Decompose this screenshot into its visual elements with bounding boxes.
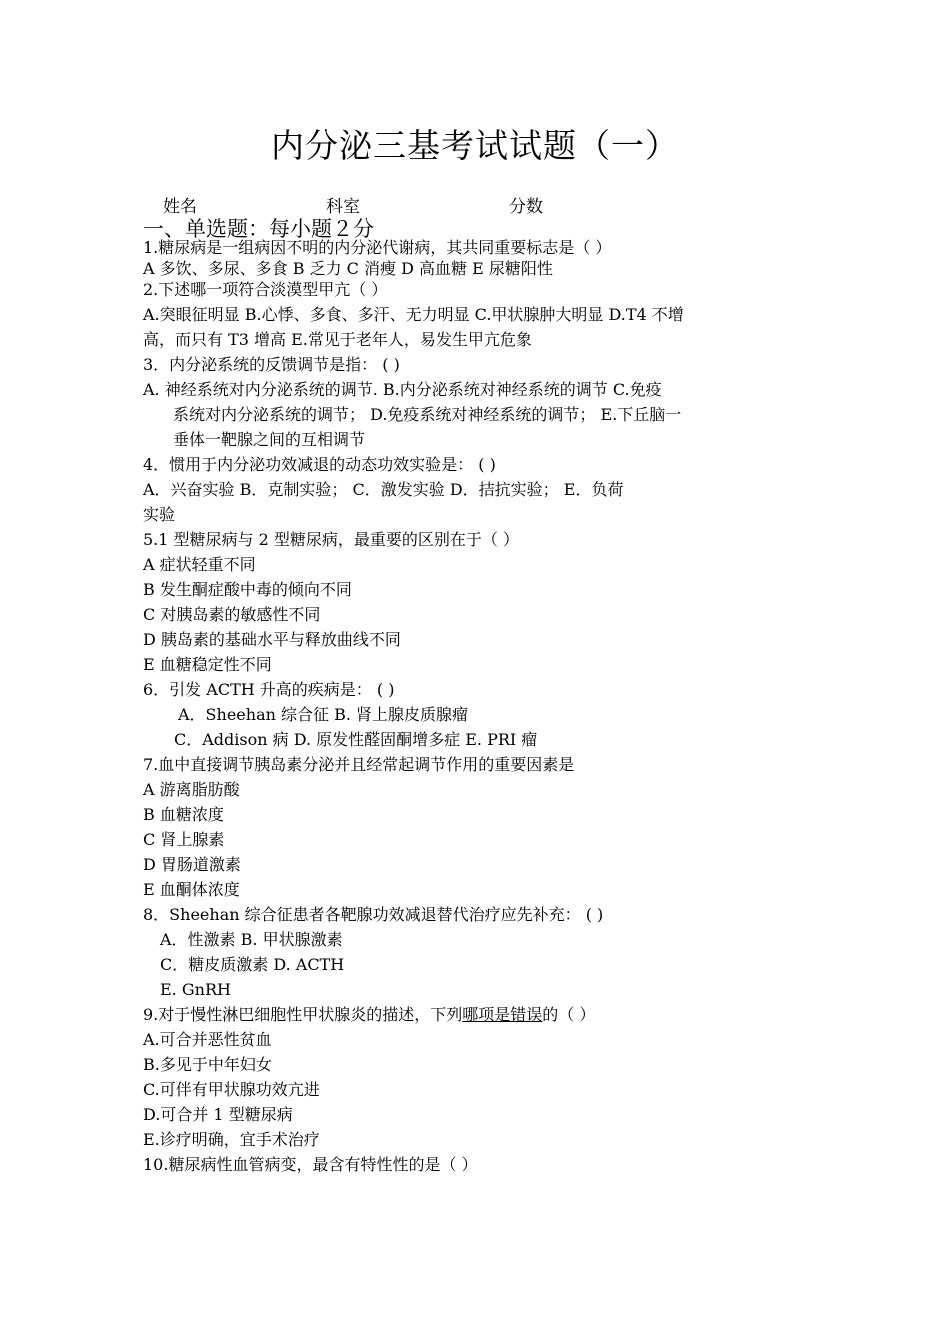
- question-3-options-line3: 垂体一靶腺之间的互相调节: [173, 430, 366, 449]
- question-7-stem: 7.血中直接调节胰岛素分泌并且经常起调节作用的重要因素是: [143, 755, 575, 774]
- question-5-option-e: E 血糖稳定性不同: [143, 655, 272, 674]
- question-9-option-d: D.可合并 1 型糖尿病: [143, 1105, 293, 1124]
- question-6-stem: 6．引发 ACTH 升高的疾病是： ( ): [143, 680, 395, 699]
- question-8-options-line3: E. GnRH: [160, 980, 231, 999]
- name-label: 姓名: [163, 197, 197, 217]
- question-9-stem-suffix: 的（ ）: [542, 1005, 596, 1024]
- question-6-options-line1: A．Sheehan 综合征 B. 肾上腺皮质腺瘤: [178, 705, 469, 724]
- question-9-option-c: C.可伴有甲状腺功效亢进: [143, 1080, 320, 1099]
- question-2-options-line1: A.突眼征明显 B.心悸、多食、多汗、无力明显 C.甲状腺肿大明显 D.T4 不增: [143, 305, 684, 324]
- question-5-option-c: C 对胰岛素的敏感性不同: [143, 605, 321, 624]
- question-10-stem: 10.糖尿病性血管病变，最含有特性性的是（ ）: [143, 1155, 478, 1174]
- question-7-option-b: B 血糖浓度: [143, 805, 224, 824]
- question-8-options-line1: A．性激素 B. 甲状腺激素: [160, 930, 343, 949]
- question-5-stem: 5.1 型糖尿病与 2 型糖尿病，最重要的区别在于（ ）: [143, 530, 519, 549]
- question-9-option-a: A.可合并恶性贫血: [143, 1030, 272, 1049]
- question-4-stem: 4．惯用于内分泌功效减退的动态功效实验是： ( ): [143, 455, 496, 474]
- question-7-option-d: D 胃肠道激素: [143, 855, 241, 874]
- question-3-stem: 3．内分泌系统的反馈调节是指： ( ): [143, 355, 400, 374]
- question-5-option-a: A 症状轻重不同: [143, 555, 256, 574]
- question-5-option-b: B 发生酮症酸中毒的倾向不同: [143, 580, 352, 599]
- question-9-stem: [143, 1005, 595, 1025]
- page-title: 内分泌三基考试试题（一）: [271, 126, 679, 165]
- question-9-stem-prefix: 9.对于慢性淋巴细胞性甲状腺炎的描述，下列: [143, 1005, 463, 1024]
- question-8-stem: 8．Sheehan 综合征患者各靶腺功效减退替代治疗应先补充： ( ): [143, 905, 604, 924]
- question-1-options: A 多饮、多尿、多食 B 乏力 C 消瘦 D 高血糖 E 尿糖阳性: [143, 259, 553, 278]
- question-2-stem: 2.下述哪一项符合淡漠型甲亢（ ）: [143, 280, 388, 299]
- question-9-stem-underlined: 哪项是错误: [462, 1005, 543, 1024]
- question-7-option-e: E 血酮体浓度: [143, 880, 240, 899]
- question-9-option-e: E.诊疗明确，宜手术治疗: [143, 1130, 320, 1149]
- section-heading: 一、单选题：每小题２分: [143, 217, 374, 241]
- question-1-stem: 1.糖尿病是一组病因不明的内分泌代谢病，其共同重要标志是（ ）: [143, 238, 612, 257]
- question-3-options-line2: 系统对内分泌系统的调节； D.免疫系统对神经系统的调节； E.下丘脑一: [173, 405, 682, 424]
- question-5-option-d: D 胰岛素的基础水平与释放曲线不同: [143, 630, 401, 649]
- department-label: 科室: [326, 197, 360, 217]
- question-4-options-line1: A．兴奋实验 B．克制实验； C．激发实验 D．拮抗实验； E．负荷: [143, 480, 624, 499]
- question-6-options-line2: C．Addison 病 D. 原发性醛固酮增多症 E. PRI 瘤: [174, 730, 538, 749]
- question-4-options-line2: 实验: [143, 505, 176, 524]
- question-3-options-line1: A. 神经系统对内分泌系统的调节. B.内分泌系统对神经系统的调节 C.免疫: [143, 380, 662, 399]
- question-8-options-line2: C．糖皮质激素 D. ACTH: [160, 955, 345, 974]
- question-7-option-a: A 游离脂肪酸: [143, 780, 240, 799]
- question-2-options-line2: 高，而只有 T3 增高 E.常见于老年人，易发生甲亢危象: [143, 330, 532, 349]
- question-7-option-c: C 肾上腺素: [143, 830, 225, 849]
- score-label: 分数: [509, 197, 543, 217]
- question-9-option-b: B.多见于中年妇女: [143, 1055, 272, 1074]
